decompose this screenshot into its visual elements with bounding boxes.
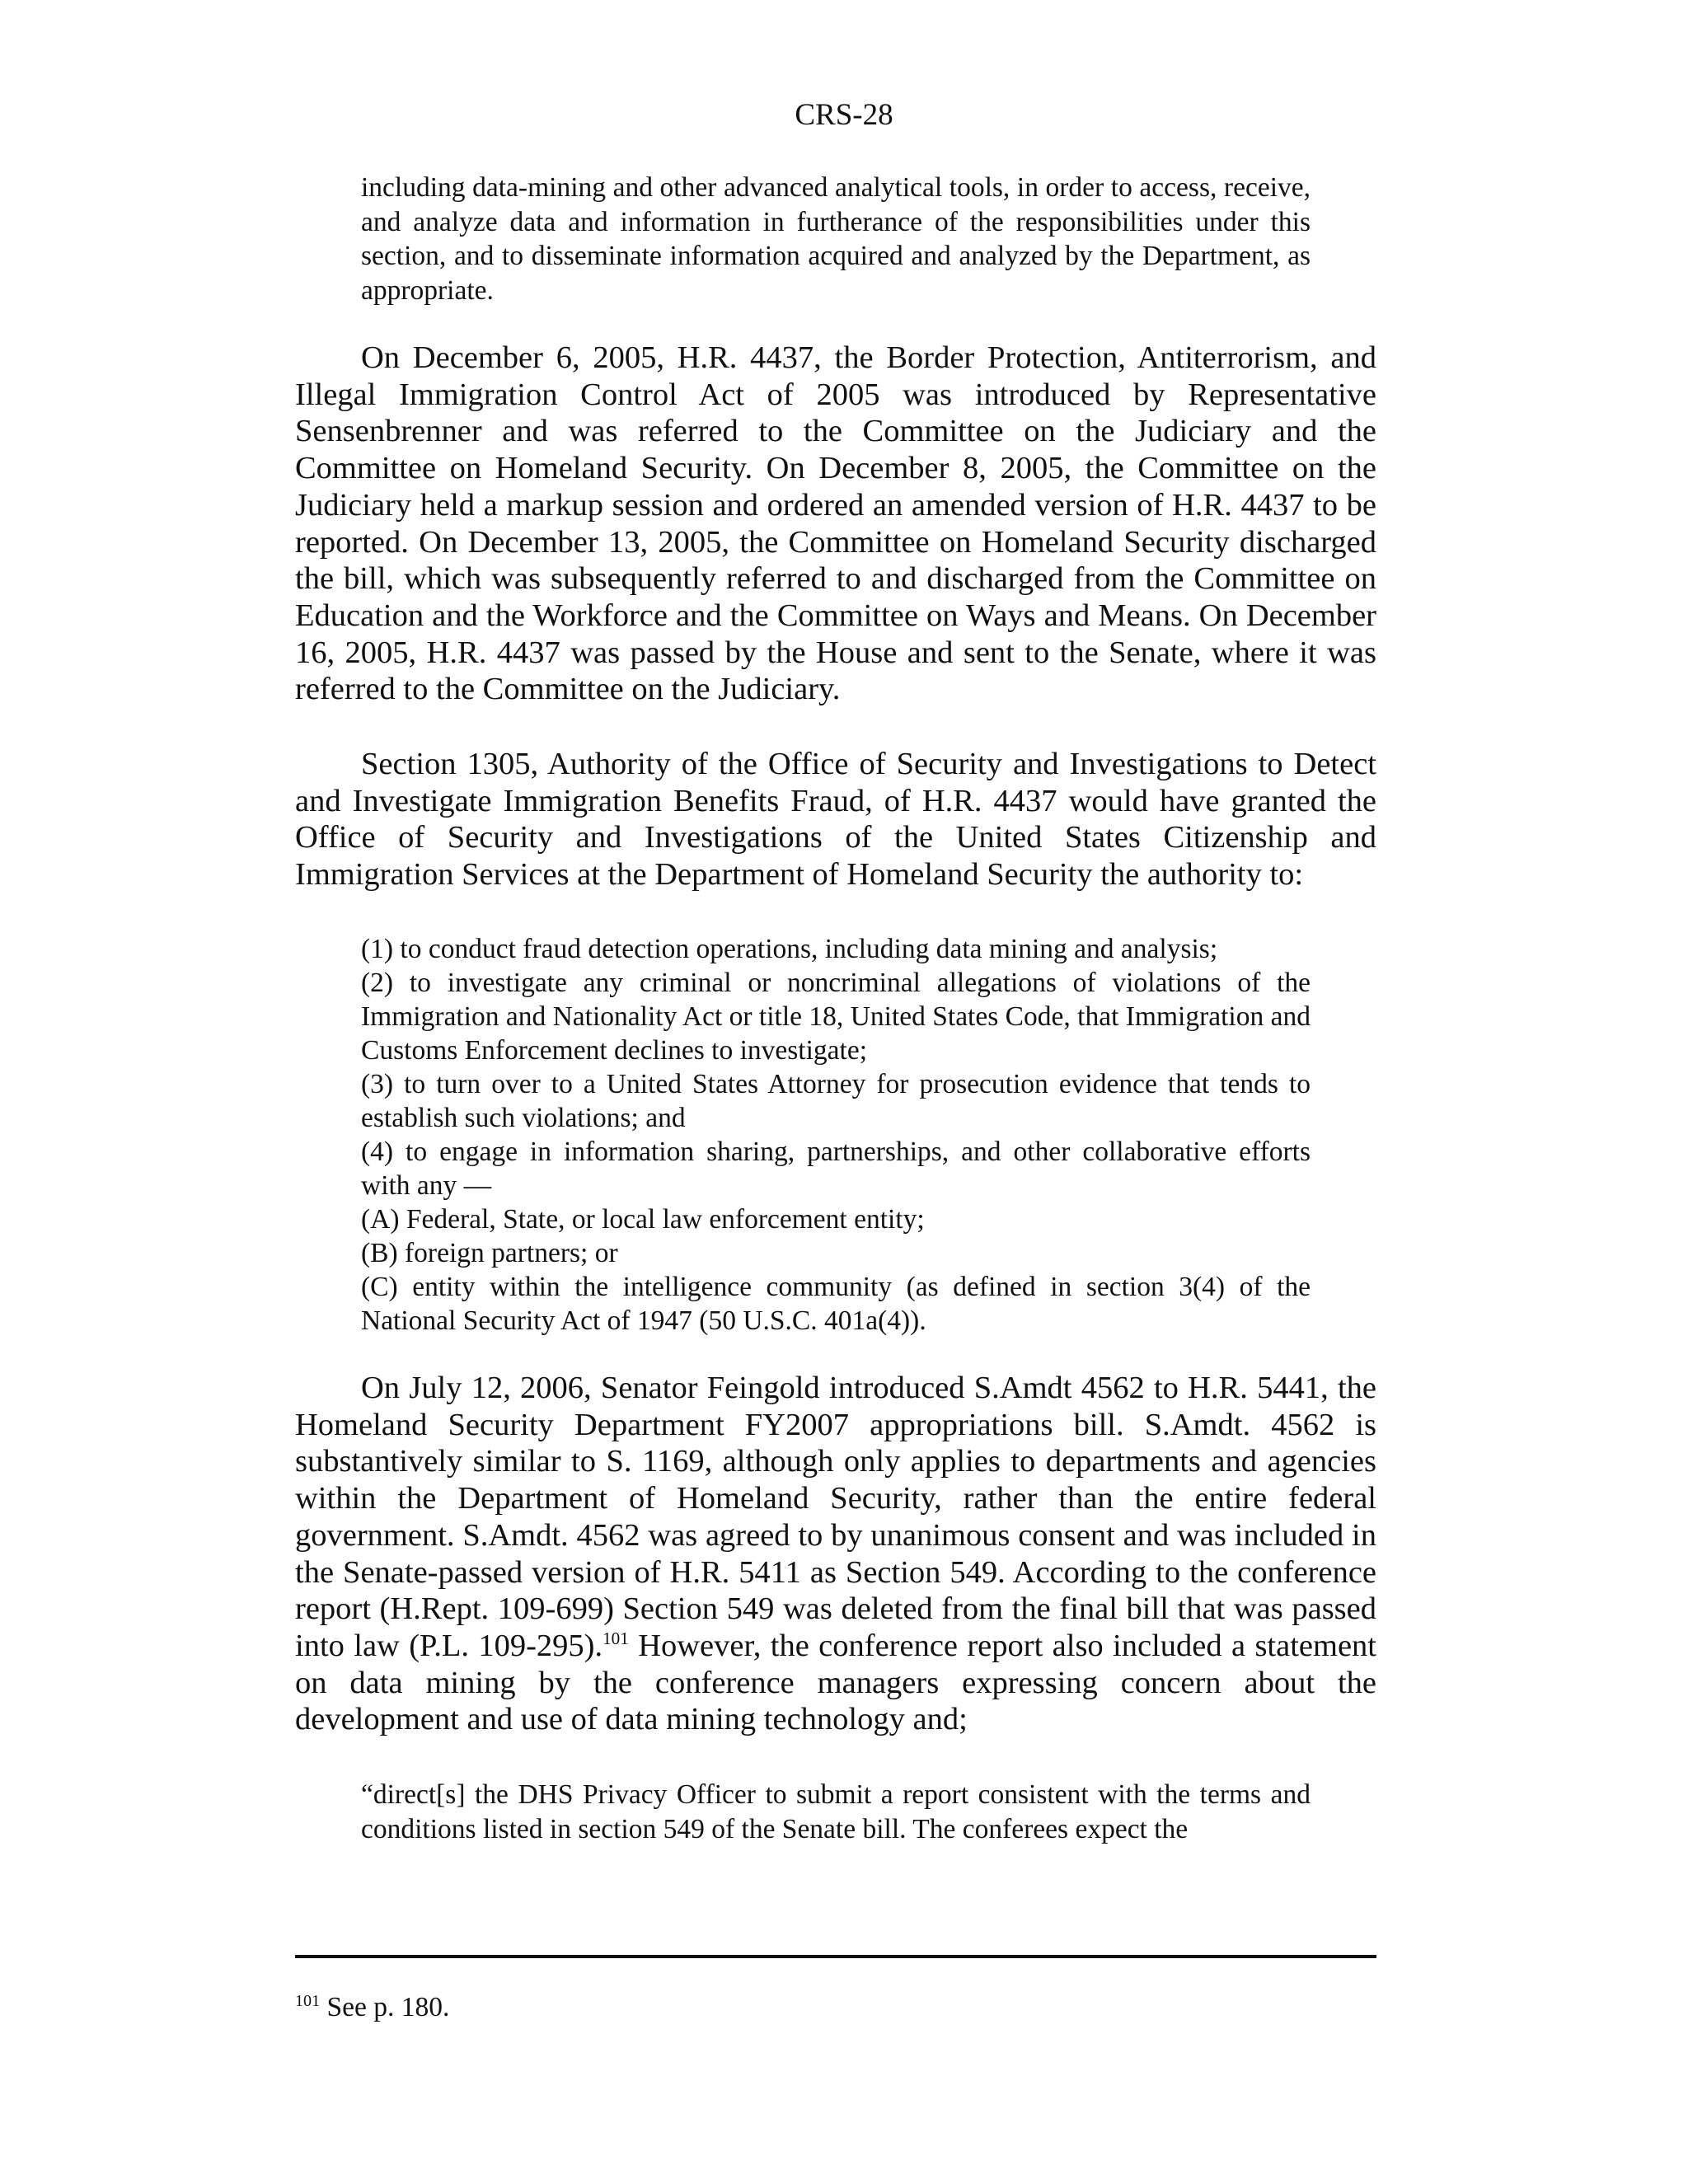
footnote-divider (295, 1955, 1376, 1958)
list-item: (4) to engage in information sharing, partnerships, and other collaborative efforts with any — (361, 1137, 1311, 1201)
footnote (295, 1991, 449, 2024)
list-item: (2) to investigate any criminal or noncriminal allegations of violations of the Immigration and Nationality Act or title 18, United States Code, that Immigration and Customs Enforcement declines to investigate; (361, 968, 1311, 1066)
block-quote-bottom: “direct[s] the DHS Privacy Officer to submit a report consistent with the terms and conditions listed in section 549 of the Senate bill. The conferees expect the (361, 1779, 1311, 1844)
authority-list (361, 932, 1311, 1338)
block-quote-top: including data-mining and other advanced analytical tools, in order to access, receive, and analyze data and information in furtherance of the responsibilities under this section, and to disseminate information acquired and analyzed by the Department, as appropriate. (361, 172, 1311, 306)
paragraph-section-1305-text: Section 1305, Authority of the Office of Security and Investigations to Detect and Investigate Immigration Benefits Fraud, of H.R. 4437 would have granted the Office of Security and Investigations of the United States Citizenship and Immigration Services at the Department of Homeland Security the authority to: (295, 747, 1376, 893)
paragraph-samdt-text-after: However, the conference report also included a statement on data mining by the conference managers expressing concern about the development and use of data mining technology and; (295, 1628, 1376, 1737)
paragraph-hr4437-text: On December 6, 2005, H.R. 4437, the Border Protection, Antiterrorism, and Illegal Immigration Control Act of 2005 was introduced by Representative Sensenbrenner and was referred to the Committee on the Judiciary and the Committee on Homeland Security. On December 8, 2005, the Committee on the Judiciary held a markup session and ordered an amended version of H.R. 4437 to be reported. On December 13, 2005, the Committee on Homeland Security discharged the bill, which was subsequently referred to and discharged from the Committee on Education and the Workforce and the Committee on Ways and Means. On December 16, 2005, H.R. 4437 was passed by the House and sent to the Senate, where it was referred to the Committee on the Judiciary. (295, 340, 1376, 707)
page-header: CRS-28 (795, 98, 893, 132)
paragraph-hr4437 (295, 340, 1376, 708)
list-item: (A) Federal, State, or local law enforcement entity; (361, 1204, 925, 1235)
list-item: (1) to conduct fraud detection operations, including data mining and analysis; (361, 934, 1218, 964)
list-item: (C) entity within the intelligence community (as defined in section 3(4) of the National Security Act of 1947 (50 U.S.C. 401a(4)). (361, 1272, 1311, 1336)
paragraph-samdt-4562 (295, 1370, 1376, 1738)
footnote-reference[interactable]: 101 (603, 1629, 629, 1649)
list-item: (3) to turn over to a United States Attorney for prosecution evidence that tends to establish such violations; and (361, 1069, 1311, 1133)
footnote-text: See p. 180. (320, 1992, 450, 2022)
list-item: (B) foreign partners; or (361, 1238, 618, 1268)
paragraph-section-1305 (295, 746, 1376, 893)
paragraph-samdt-text-before: On July 12, 2006, Senator Feingold introduced S.Amdt 4562 to H.R. 5441, the Homeland Security Department FY2007 appropriations bill. S.Amdt. 4562 is substantively similar to S. 1169, although only applies to departments and agencies within the Department of Homeland Security, rather than the entire federal government. S.Amdt. 4562 was agreed to by unanimous consent and was included in the Senate-passed version of H.R. 5411 as Section 549. According to the conference report (H.Rept. 109-699) Section 549 was deleted from the final bill that was passed into law (P.L. 109-295). (295, 1371, 1376, 1663)
footnote-number: 101 (295, 1991, 321, 2010)
